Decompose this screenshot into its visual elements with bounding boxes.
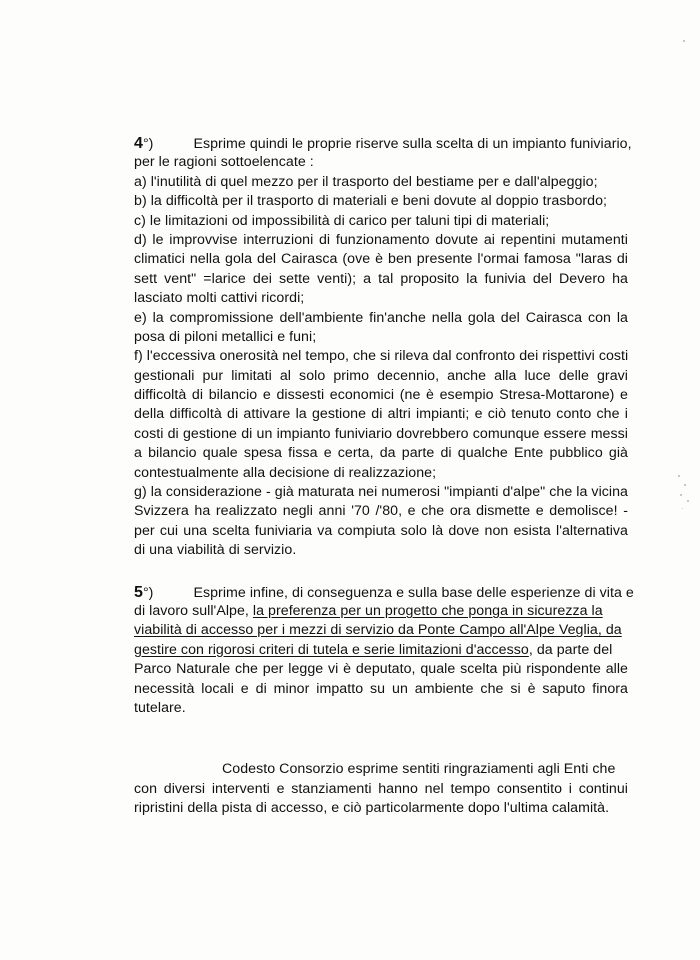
item-d-line3: sett vent" =larice dei sette venti); a tal proposito la funivia del Devero ha [134, 270, 628, 287]
item-f-line3: difficoltà di bilancio e dissesti economici (ne è esempio Stresa-Mottarone) e [134, 387, 628, 404]
item-g-line1: g) la considerazione - già maturata nei numerosi "impianti d'alpe" che la vicina [134, 484, 628, 501]
scan-speck [687, 500, 689, 502]
item-f-line4: della difficoltà di attivare la gestione di altri impianti; e ciò tenuto conto che i [134, 406, 628, 423]
section-4-intro-line1: Esprime quindi le proprie riserve sulla scelta di un impianto funiviario, [193, 136, 632, 152]
closing-line1-row [134, 760, 628, 779]
scan-speck [678, 475, 680, 477]
closing-paragraph [134, 760, 628, 818]
item-f-line7: contestualmente alla decisione di realizzazione; [134, 464, 437, 481]
section-5-line4 [134, 641, 628, 660]
scan-speck [683, 40, 685, 42]
scan-speck [684, 484, 686, 486]
item-f-line5: costi di gestione di un impianto funiviario dovrebbero comunque essere messi [134, 425, 628, 442]
item-g-line3: per cui una scelta funiviaria va compiuta solo là dove non esista l'alternativa [134, 522, 628, 539]
section-5-line1: Esprime infine, di conseguenza e sulla base delle esperienze di vita e [193, 584, 634, 601]
section-5-line4-plain: , da parte del [528, 641, 613, 658]
item-d-line4: lasciato molti cattivi ricordi; [134, 290, 305, 307]
section-5-line2 [134, 602, 628, 621]
item-f-line6: a bilancio quale spesa fissa e certa, da parte di qualche Ente pubblico già [134, 445, 628, 462]
scan-speck [680, 494, 682, 496]
item-f-line2: gestionali pur limitati al solo primo decennio, anche alla luce delle gravi [134, 367, 628, 384]
closing-line2: con diversi interventi e stanziamenti hanno nel tempo consentito i continui [134, 780, 628, 797]
item-f-line1: f) l'eccessiva onerosità nel tempo, che si rileva dal confronto dei rispettivi costi [134, 348, 629, 365]
section-5-line6: necessità locali e di minor impatto su un ambiente che si è saputo finora [134, 680, 628, 697]
section-4-degree: °) [142, 136, 154, 152]
section-4-intro-line2: per le ragioni sottoelencate : [134, 154, 314, 171]
section-5-number: 5 [134, 583, 143, 601]
section-5-heading-line [134, 583, 634, 602]
item-e-line1: e) la compromissione dell'ambiente fin'anche nella gola del Cairasca con la [134, 309, 628, 326]
section-5-line2-plain: di lavoro sull'Alpe, [134, 602, 253, 619]
item-b: b) la difficoltà per il trasporto di materiali e beni dovute al doppio trasbordo; [134, 193, 608, 210]
item-c: c) le limitazioni od impossibilità di carico per taluni tipi di materiali; [134, 212, 550, 229]
closing-line3: ripristini della pista di accesso, e ciò particolarmente dopo l'ultima calamità. [134, 800, 610, 817]
section-5-line3: viabilità di accesso per i mezzi di servizio da Ponte Campo all'Alpe Veglia, da [134, 622, 622, 639]
item-d-line2: climatici nella gola del Cairasca (ove è ben presente l'ormai famosa "laras di [134, 251, 628, 268]
item-g-line4: di una viabilità di servizio. [134, 542, 297, 559]
item-a: a) l'inutilità di quel mezzo per il trasporto del bestiame per e dall'alpeggio; [134, 173, 598, 190]
section-4-heading-line [134, 134, 632, 153]
scan-speck [682, 508, 683, 509]
item-e-line2: posa di piloni metallici e funi; [134, 328, 317, 345]
section-5-line2-underlined: la preferenza per un progetto che ponga in sicurezza la [252, 602, 603, 619]
section-4-number: 4 [134, 135, 143, 152]
item-d-line1: d) le improvvise interruzioni di funzionamento dovute ai repentini mutamenti [134, 231, 628, 248]
section-4 [134, 134, 632, 561]
section-5-line7: tutelare. [134, 699, 186, 716]
section-5-degree: °) [142, 584, 154, 601]
closing-line1: Codesto Consorzio esprime sentiti ringraziamenti agli Enti che [222, 761, 616, 778]
section-5 [134, 583, 634, 719]
item-g-line2: Svizzera ha realizzato negli anni '70 /'80, e che ora dismette e demolisce! - [134, 503, 628, 520]
section-5-line4-underlined: gestire con rigorosi criteri di tutela e serie limitazioni d'accesso [134, 641, 529, 658]
section-5-line5: Parco Naturale che per legge vi è deputato, quale scelta più rispondente alle [134, 661, 628, 678]
letter-body [134, 134, 634, 819]
